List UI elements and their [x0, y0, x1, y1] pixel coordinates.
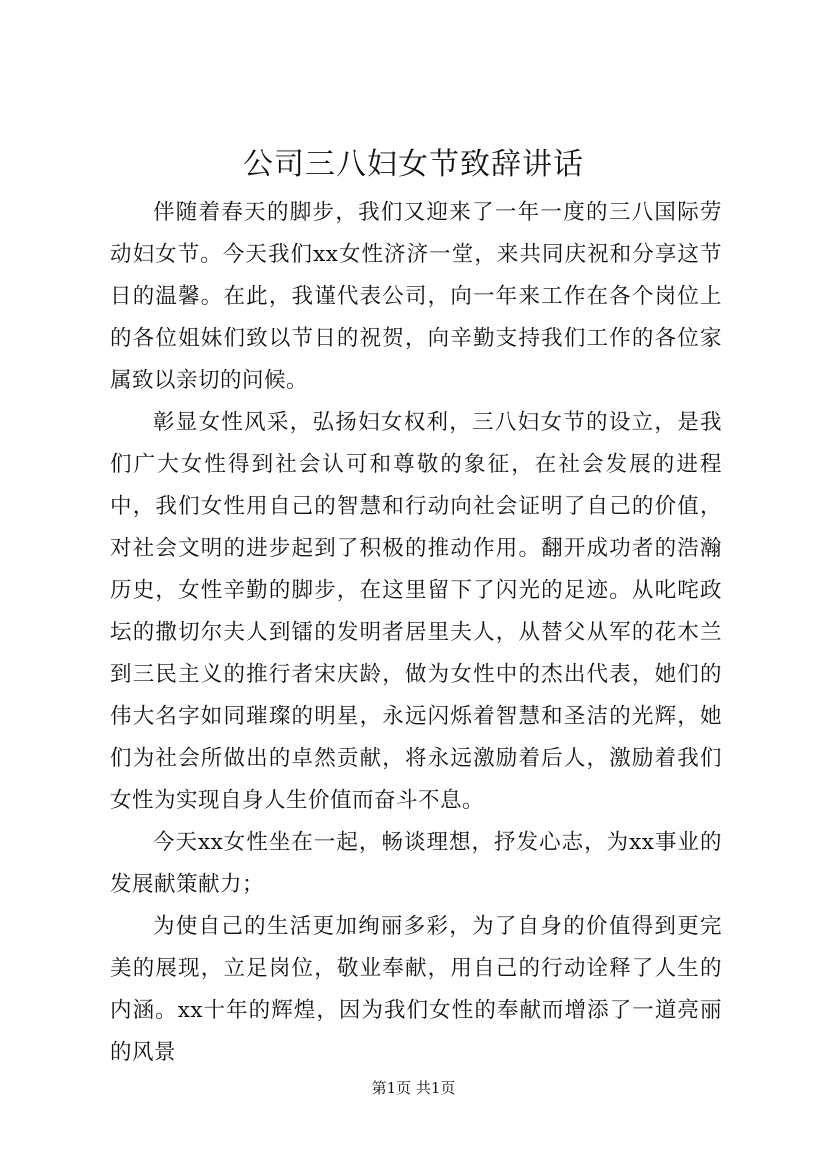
paragraph-2: 彰显女性风采，弘扬妇女权利，三八妇女节的设立，是我们广大女性得到社会认可和尊敬的象征，在社会发展的进程中，我们女性用自己的智慧和行动向社会证明了自己的价值，对社会文明的进步起到了积极的推动作用。翻开成功者的浩瀚历史，女性辛勤的脚步，在这里留下了闪光的足迹。从叱咤政坛的撒切尔夫人到镭的发明者居里夫人，从替父从军的花木兰到三民主义的推行者宋庆龄，做为女性中的杰出代表，她们的伟大名字如同璀璨的明星，永远闪烁着智慧和圣洁的光辉，她们为社会所做出的卓然贡献，将永远激励着后人，激励着我们女性为实现自身人生价值而奋斗不息。: [110, 410, 722, 813]
paragraph-3: 今天xx女性坐在一起，畅谈理想，抒发心志，为xx事业的发展献策献力；: [110, 830, 722, 897]
document-body: [110, 192, 722, 1074]
page-footer: 第1页 共1页: [371, 1079, 456, 1097]
paragraph-1: 伴随着春天的脚步，我们又迎来了一年一度的三八国际劳动妇女节。今天我们xx女性济济一堂，来共同庆祝和分享这节日的温馨。在此，我谨代表公司，向一年来工作在各个岗位上的各位姐妹们致以节日的祝贺，向辛勤支持我们工作的各位家属致以亲切的问候。: [110, 200, 722, 393]
document-title: 公司三八妇女节致辞讲话: [243, 147, 584, 182]
paragraph-4: 为使自己的生活更加绚丽多彩，为了自身的价值得到更完美的展现，立足岗位，敬业奉献，用自己的行动诠释了人生的内涵。xx十年的辉煌，因为我们女性的奉献而增添了一道亮丽的风景: [110, 914, 722, 1065]
